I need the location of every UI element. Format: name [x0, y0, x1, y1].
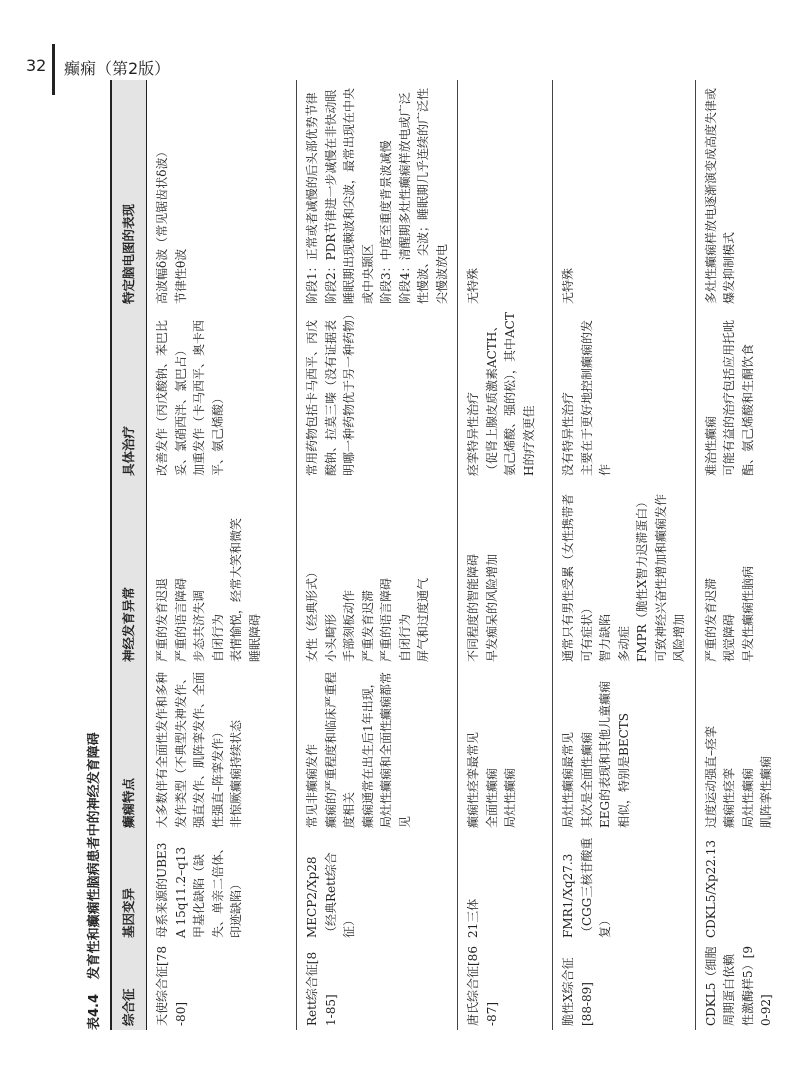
neuro-line: 严重发育迟滞 — [360, 589, 375, 662]
eeg-line: 多灶性癫痫样放电逐渐演变成高度失律或爆发抑制模式 — [703, 87, 736, 304]
syndrome-text: Rett综合征[81-85] — [305, 951, 338, 1026]
neuro-line: 早发性癫痫性脑病 — [740, 565, 755, 662]
treatment-line: 改善发作（丙戊酸钠、苯巴比妥、氯硝西泮、氯巴占） — [155, 319, 188, 476]
seizure-line: 癫痫通常在出生后1年出现，局灶性癫痫和全面性癫痫都常见 — [360, 671, 412, 828]
cell-treatment — [297, 308, 458, 480]
cell-seizure — [458, 666, 553, 832]
neuro-line: 自闭行为 — [397, 613, 412, 662]
gene-text: 母系来源的UBE3A 15q11.2–q13甲基化缺陷（缺失、单亲二倍体、印迹缺陷） — [155, 841, 243, 938]
neuro-line: 睡眠障碍 — [247, 613, 262, 662]
book-title: 癫痫（第2版） — [64, 59, 171, 78]
cell-seizure — [147, 666, 297, 832]
seizure-line: 局灶性癫痫 — [740, 767, 755, 828]
table-row — [147, 80, 297, 1030]
cell-seizure — [695, 666, 800, 832]
seizure-line: EEG的表现和其他儿童癫痫相似，特别是BECTS — [598, 680, 631, 828]
eeg-line: 高波幅δ波（常见锯齿状δ波） — [155, 145, 169, 304]
cell-eeg — [147, 80, 297, 308]
seizure-line: 大多数伴有全面性发作和多种发作类型（不典型失神发作、强直发作、肌阵挛发作、全面性强直–阵挛发作） — [155, 671, 225, 828]
cell-gene — [147, 832, 297, 942]
neuro-line: 严重的语言障碍 — [173, 577, 188, 662]
cell-neuro — [297, 480, 458, 666]
cell-neuro — [553, 480, 696, 666]
eeg-line: 无特殊 — [561, 267, 575, 304]
table-row — [553, 80, 696, 1030]
header-divider — [52, 44, 55, 95]
syndrome-table — [110, 80, 800, 1030]
table-row — [458, 80, 553, 1030]
neuro-line: 严重的发育迟退 — [155, 577, 169, 662]
cell-gene — [297, 832, 458, 942]
col-header-treatment: 具体治疗 — [111, 308, 147, 480]
cell-syndrome — [458, 942, 553, 1030]
table-body — [147, 80, 800, 1030]
neuro-line: 智力缺陷 — [598, 613, 612, 662]
table-caption — [80, 732, 110, 1030]
page-number: 32 — [26, 56, 47, 75]
neuro-line: 视觉障碍 — [722, 613, 736, 662]
gene-text: FMR1/Xq27.3（CGG三核苷酸重复） — [561, 837, 612, 938]
treatment-line: 主要在于更好地控制癫痫的发作 — [579, 319, 612, 476]
neuro-line: 早发痴呆的风险增加 — [484, 553, 499, 662]
cell-eeg — [297, 80, 458, 308]
cell-gene — [695, 832, 800, 942]
neuro-line: 表情愉悦，经常大笑和微笑 — [229, 517, 243, 662]
seizure-line: 癫痫性痉挛最常见 — [466, 731, 480, 828]
gene-text: 21三体 — [466, 898, 480, 938]
seizure-line: 其次是全面性癫痫 — [579, 731, 594, 828]
syndrome-text: CDKL5（细胞周期蛋白依赖性激酶样5）[90-92] — [703, 946, 773, 1026]
cell-seizure — [553, 666, 696, 832]
cell-seizure — [297, 666, 458, 832]
table-header-row — [111, 80, 147, 1030]
syndrome-text: 天使综合征[78-80] — [155, 946, 188, 1026]
neuro-line: 严重的语言障碍 — [379, 577, 393, 662]
neuro-line: 自闭行为 — [210, 613, 225, 662]
cell-gene — [553, 832, 696, 942]
neuro-line: 小头畸形 — [323, 613, 338, 662]
table-row — [695, 80, 800, 1030]
seizure-line: 局灶性癫痫 — [503, 767, 517, 828]
treatment-line: 加重发作（卡马西平、奥卡西平、氨己烯酸） — [192, 319, 225, 476]
cell-neuro — [147, 480, 297, 666]
neuro-line: 步态共济失调 — [192, 589, 206, 662]
neuro-line: FMPR（脆性X智力迟滞蛋白）可致神经兴奋性增加和癫痫发作风险增加 — [635, 493, 686, 662]
treatment-line: 痉挛特异性治疗 — [466, 391, 480, 476]
neuro-line: 屏气和过度通气 — [416, 577, 430, 662]
syndrome-text: 唐氏综合征[86-87] — [466, 946, 499, 1026]
col-header-syndrome: 综合征 — [111, 942, 147, 1030]
treatment-line: （促肾上腺皮质激素ACTH、氨己烯酸、强的松），其中ACTH的疗效更佳 — [484, 312, 536, 476]
cell-treatment — [695, 308, 800, 480]
cell-neuro — [695, 480, 800, 666]
treatment-line: 可能有益的治疗包括应用托吡酯、氨己烯酸和生酮饮食 — [722, 319, 755, 476]
neuro-line: 多动症 — [616, 625, 631, 662]
seizure-line: 肌阵挛性癫痫 — [759, 755, 773, 828]
neuro-line: 不同程度的智能障碍 — [466, 553, 480, 662]
seizure-line: 全面性癫痫 — [484, 767, 499, 828]
neuro-line: 严重的发育迟滞 — [703, 577, 718, 662]
seizure-line: 癫痫的严重程度和临床严重程度相关 — [323, 671, 356, 828]
cell-neuro — [458, 480, 553, 666]
col-header-seizure: 癫痫特点 — [111, 666, 147, 832]
treatment-line: 难治性癫痫 — [703, 415, 718, 476]
gene-text: CDKL5/Xp22.13 — [703, 840, 718, 938]
cell-treatment — [553, 308, 696, 480]
cell-syndrome — [553, 942, 696, 1030]
col-header-gene: 基因变异 — [111, 832, 147, 942]
treatment-line: 没有特异性治疗 — [561, 391, 575, 476]
seizure-line: 常见非癫痫发作 — [305, 743, 319, 828]
eeg-line: 阶段2：PDR节律进一步减慢在非快动眼睡眠期出现棘波和尖波，最常出现在中央或中央颞区 — [323, 87, 375, 304]
cell-eeg — [458, 80, 553, 308]
table-caption-label: 表4.4 — [87, 993, 102, 1030]
neuro-line: 手部刻板动作 — [342, 589, 356, 662]
seizure-line: 癫痫性痉挛 — [722, 767, 736, 828]
cell-treatment — [147, 308, 297, 480]
treatment-line: 常用药物包括卡马西平、丙戊酸钠、拉莫三嗪（没有证据表明哪一种药物优于另一种药物） — [305, 308, 356, 476]
gene-text: MECP2/Xp28（经典Rett综合征） — [305, 852, 356, 938]
seizure-line: 非惊厥癫痫持续状态 — [229, 719, 243, 828]
eeg-line: 节律性θ波 — [173, 248, 188, 304]
col-header-eeg: 特定脑电图的表现 — [111, 80, 147, 308]
seizure-line: 过度运动强直–痉挛 — [703, 725, 718, 828]
cell-syndrome — [695, 942, 800, 1030]
eeg-line: 阶段4：清醒期多灶性癫痫样放电或广泛性慢波、尖波；睡眠期几乎连续的广泛性尖慢波放电 — [397, 87, 449, 304]
cell-treatment — [458, 308, 553, 480]
rotated-table-page — [80, 80, 773, 1030]
seizure-line: 局灶性癫痫最常见 — [561, 731, 575, 828]
cell-syndrome — [297, 942, 458, 1030]
table-row — [297, 80, 458, 1030]
col-header-neuro: 神经发育异常 — [111, 480, 147, 666]
table-caption-text: 发育性和癫痫性脑病患者中的神经发育障碍 — [87, 732, 102, 980]
eeg-line: 阶段3：中度至重度背景波减慢 — [379, 140, 393, 304]
cell-syndrome — [147, 942, 297, 1030]
neuro-line: 女性（经典形式） — [305, 565, 319, 662]
eeg-line: 无特殊 — [466, 267, 480, 304]
cell-eeg — [695, 80, 800, 308]
cell-eeg — [553, 80, 696, 308]
eeg-line: 阶段1：正常或者减慢的后头部优势节律 — [305, 92, 319, 304]
syndrome-text: 脆性X综合征[88-89] — [561, 957, 594, 1026]
cell-gene — [458, 832, 553, 942]
neuro-line: 通常只有男性受累（女性携带者可有症状） — [561, 493, 594, 662]
